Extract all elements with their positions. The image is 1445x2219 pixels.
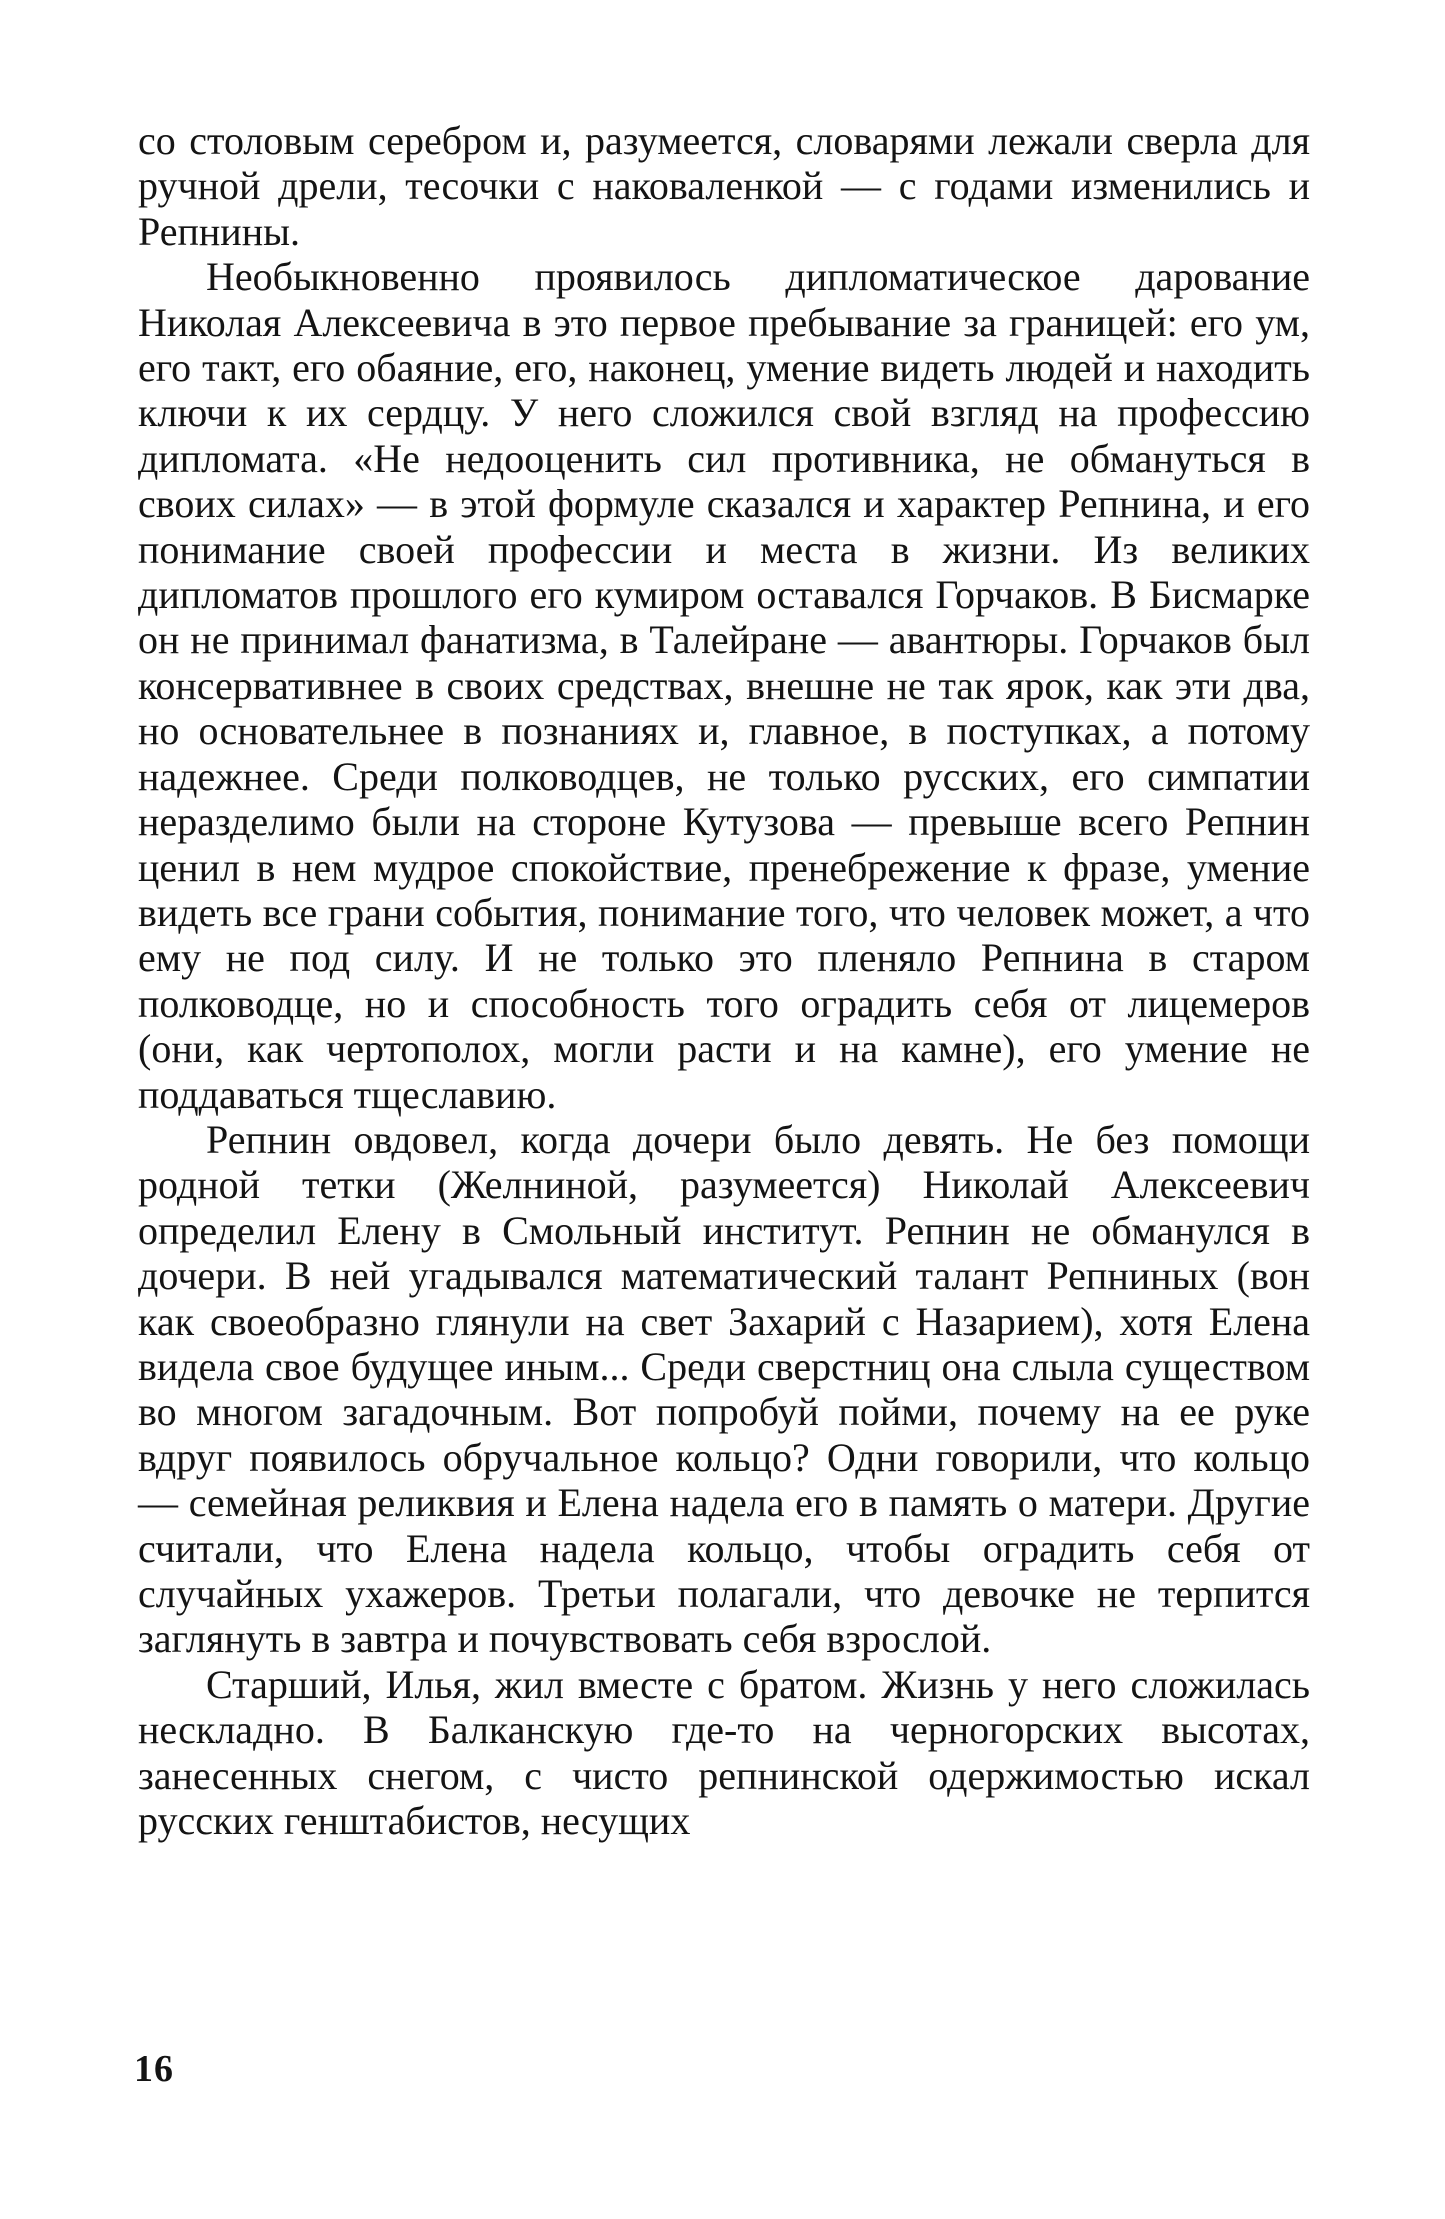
paragraph-continued: со столовым серебром и, разумеется, словарями лежали сверла для ручной дрели, тесочки с наковаленкой — с годами изменились и Репнины. (138, 118, 1310, 254)
page-body (138, 118, 1310, 1843)
paragraph-daughter: Репнин овдовел, когда дочери было девять. Не без помощи родной тетки (Желниной, разумеется) Николай Алексеевич определил Елену в Смольный институт. Репнин не обманулся в дочери. В ней угадывался математический талант Репниных (вон как своеобразно глянули на свет Захарий с Назарием), хотя Елена видела свое будущее иным... Среди сверстниц она слыла существом во многом загадочным. Вот попробуй пойми, почему на ее руке вдруг появилось обручальное кольцо? Одни говорили, что кольцо — семейная реликвия и Елена надела его в память о матери. Другие считали, что Елена надела кольцо, чтобы оградить себя от случайных ухажеров. Третьи полагали, что девочке не терпится заглянуть в завтра и почувствовать себя взрослой. (138, 1116, 1310, 1662)
page-number: 16 (134, 2048, 174, 2090)
paragraph-ilya: Старший, Илья, жил вместе с братом. Жизнь у него сложилась нескладно. В Балканскую где-то на черногорских высотах, занесенных снегом, с чисто репнинской одержимостью искал русских генштабистов, несущих (138, 1661, 1310, 1844)
paragraph-diplomacy: Необыкновенно проявилось дипломатическое дарование Николая Алексеевича в это первое пребывание за границей: его ум, его такт, его обаяние, его, наконец, умение видеть людей и находить ключи к их сердцу. У него сложился свой взгляд на профессию дипломата. «Не недооценить сил противника, не обмануться в своих силах» — в этой формуле сказался и характер Репнина, и его понимание своей профессии и места в жизни. Из великих дипломатов прошлого его кумиром оставался Горчаков. В Бисмарке он не принимал фанатизма, в Талейране — авантюры. Горчаков был консервативнее в своих средствах, внешне не так ярок, как эти два, но основательнее в познаниях и, главное, в поступках, а потому надежнее. Среди полководцев, не только русских, его симпатии неразделимо были на стороне Кутузова — превыше всего Репнин ценил в нем мудрое спокойствие, пренебрежение к фразе, умение видеть все грани события, понимание того, что человек может, а что ему не под силу. И не только это пленяло Репнина в старом полководце, но и способность того оградить себя от лицемеров (они, как чертополох, могли расти и на камне), его умение не поддаваться тщеславию. (138, 254, 1310, 1117)
